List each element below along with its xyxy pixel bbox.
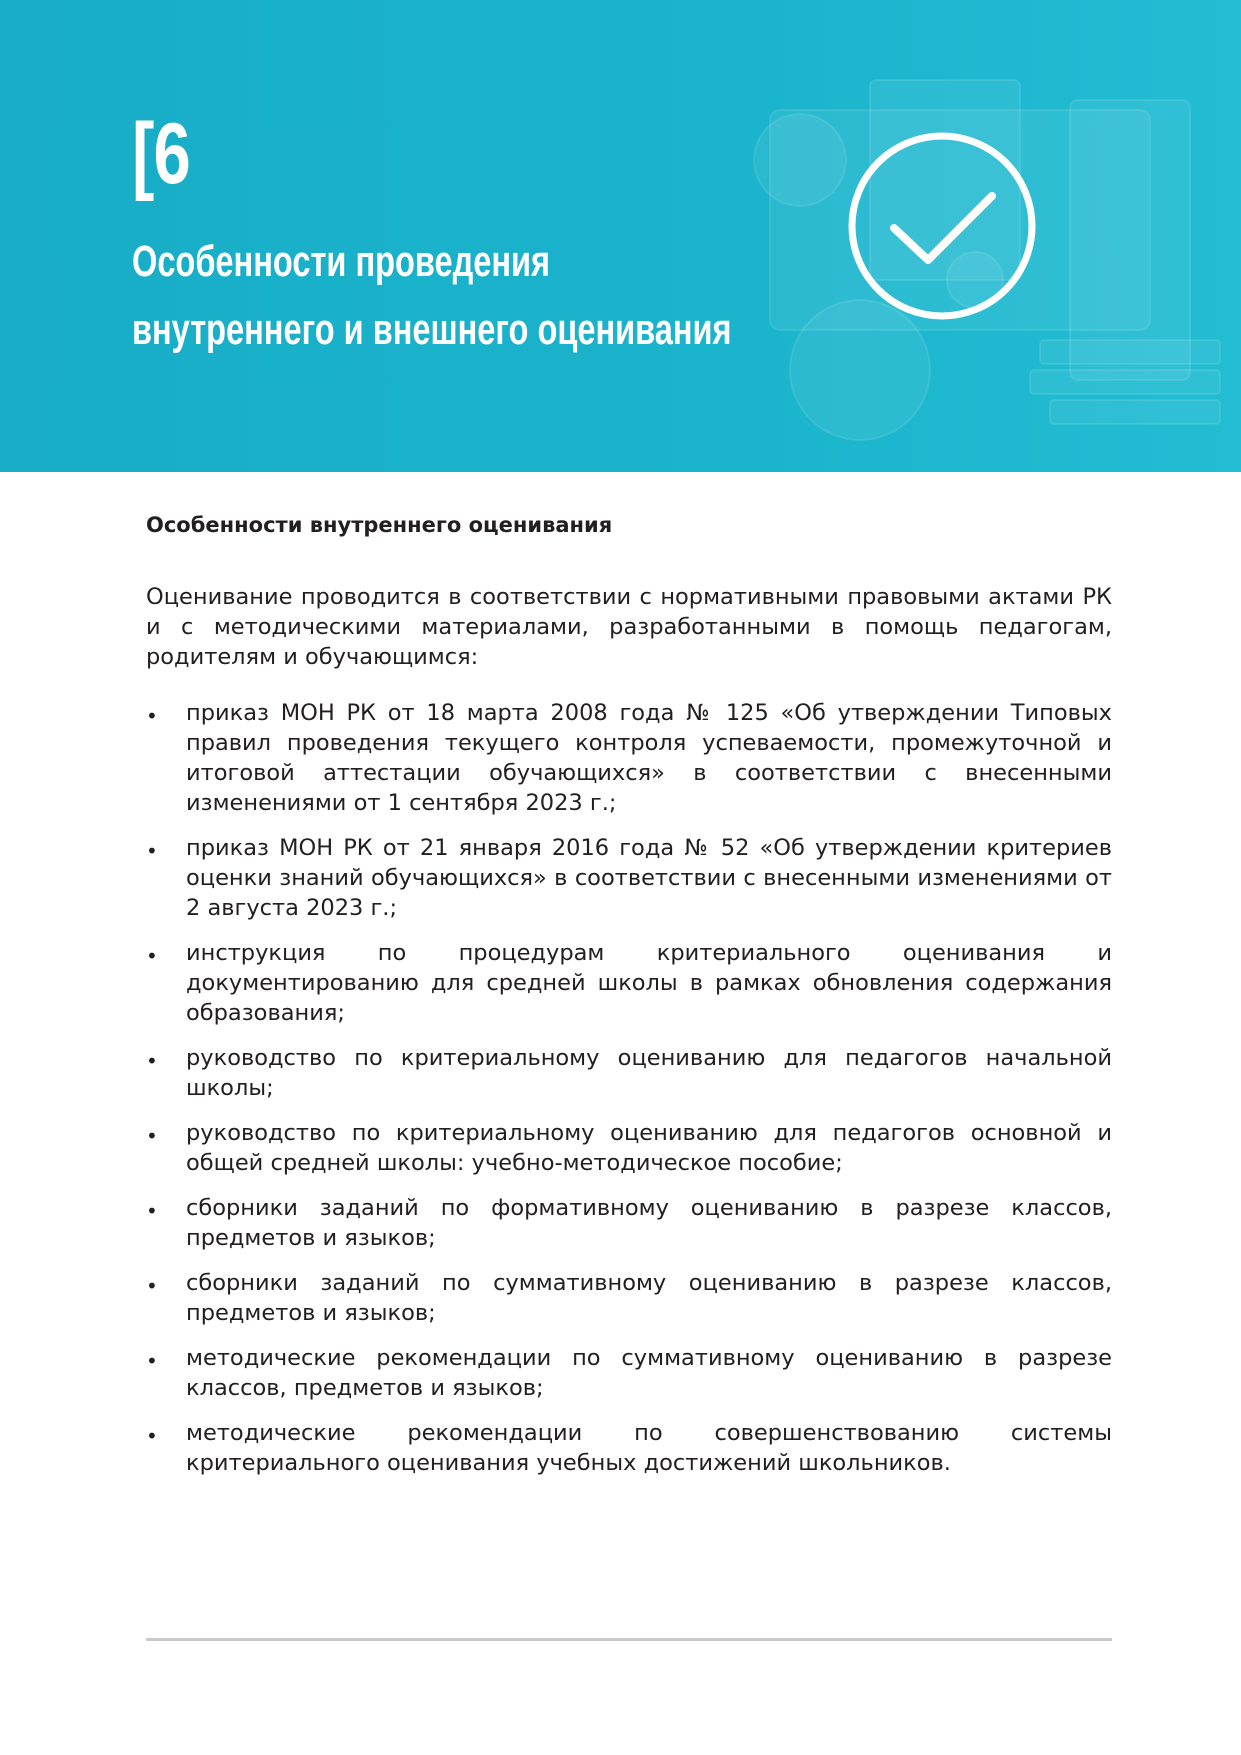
bullet-icon: • bbox=[146, 1124, 158, 1148]
bullet-icon: • bbox=[146, 1349, 158, 1373]
list-item-text: методические рекомендации по суммативному оцениванию в разрезе классов, предметов и языков; bbox=[186, 1345, 1112, 1401]
list-item-text: приказ МОН РК от 18 марта 2008 года № 125 «Об утверждении Типовых правил проведения текущего контроля успеваемости, промежуточной и итоговой аттестации обучающихся» в соответствии с внесенными изменениями от 1 сентября 2023 г.; bbox=[186, 700, 1112, 816]
list-item bbox=[146, 1268, 1112, 1328]
bullet-icon: • bbox=[146, 1274, 158, 1298]
list-item bbox=[146, 1118, 1112, 1178]
bullet-icon: • bbox=[146, 1049, 158, 1073]
section-heading: Особенности внутреннего оценивания bbox=[146, 513, 613, 537]
intro-paragraph: Оценивание проводится в соответствии с нормативными правовыми актами РК и с методическими материалами, разработанными в помощь педагогам, родителям и обучающимся: bbox=[146, 584, 1112, 670]
list-item bbox=[146, 1418, 1112, 1478]
chapter-title bbox=[132, 228, 732, 364]
list-item bbox=[146, 698, 1112, 818]
list-item-text: инструкция по процедурам критериального оценивания и документированию для средней школы в рамках обновления содержания образования; bbox=[186, 940, 1112, 1026]
list-item bbox=[146, 938, 1112, 1028]
list-item-text: руководство по критериальному оцениванию для педагогов начальной школы; bbox=[186, 1045, 1112, 1101]
footer-divider bbox=[146, 1638, 1112, 1641]
bullet-icon: • bbox=[146, 839, 158, 863]
bullet-icon: • bbox=[146, 704, 158, 728]
chapter-title-line-1: Особенности проведения bbox=[132, 237, 551, 286]
list-item-text: сборники заданий по суммативному оцениванию в разрезе классов, предметов и языков; bbox=[186, 1270, 1112, 1326]
list-item bbox=[146, 1343, 1112, 1403]
list-item bbox=[146, 1193, 1112, 1253]
check-circle-icon bbox=[846, 130, 1038, 322]
list-item-text: сборники заданий по формативному оцениванию в разрезе классов, предметов и языков; bbox=[186, 1195, 1112, 1251]
list-item-text: методические рекомендации по совершенствованию системы критериального оценивания учебных достижений школьников. bbox=[186, 1420, 1112, 1476]
normative-documents-list bbox=[146, 698, 1112, 1478]
chapter-number: [6 bbox=[132, 106, 191, 202]
list-item bbox=[146, 833, 1112, 923]
bullet-icon: • bbox=[146, 944, 158, 968]
chapter-title-line-2: внутреннего и внешнего оценивания bbox=[132, 305, 732, 354]
chapter-header-banner bbox=[0, 0, 1241, 472]
bullet-icon: • bbox=[146, 1424, 158, 1448]
list-item-text: руководство по критериальному оцениванию для педагогов основной и общей средней школы: учебно-методическое пособие; bbox=[186, 1120, 1112, 1176]
bullet-icon: • bbox=[146, 1199, 158, 1223]
list-item-text: приказ МОН РК от 21 января 2016 года № 52 «Об утверждении критериев оценки знаний обучающихся» в соответствии с внесенными изменениями от 2 августа 2023 г.; bbox=[186, 835, 1112, 921]
list-item bbox=[146, 1043, 1112, 1103]
main-content bbox=[146, 510, 1112, 1493]
